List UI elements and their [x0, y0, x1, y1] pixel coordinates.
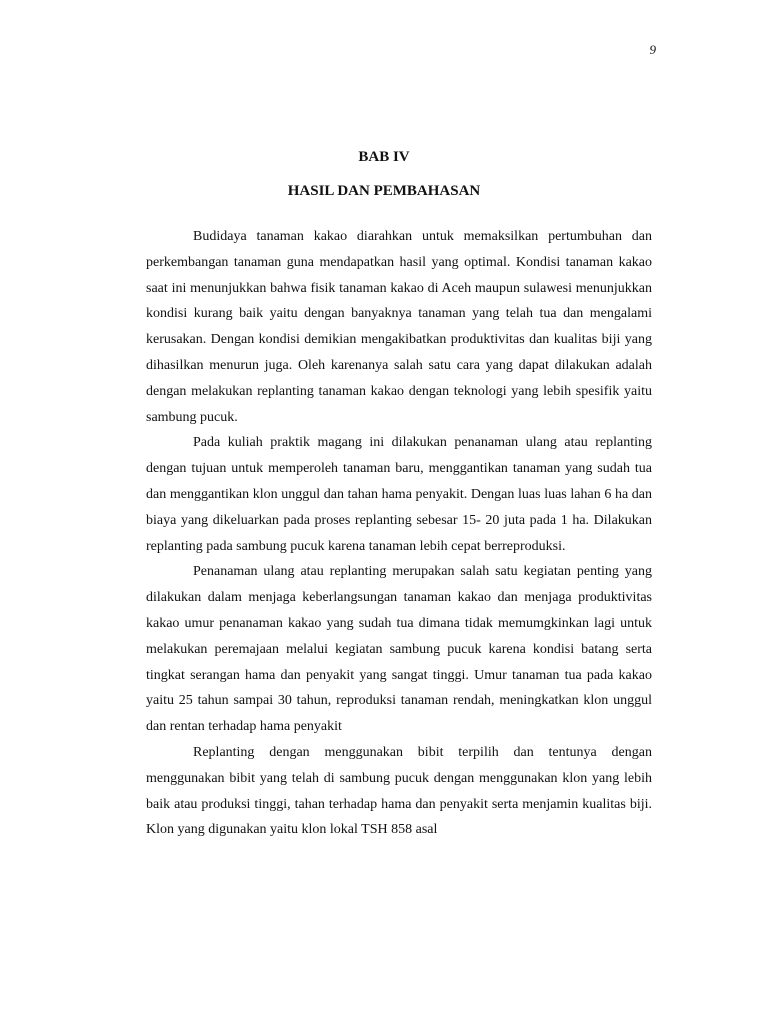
page-number: 9: [649, 42, 656, 57]
paragraph: Penanaman ulang atau replanting merupakan salah satu kegiatan penting yang dilakukan dalam menjaga keberlangsungan tanaman kakao dan menjaga produktivitas kakao umur penanaman kakao yang sudah tua dimana tidak memumgkinkan lagi untuk melakukan peremajaan melalui kegiatan sambung pucuk karena kondisi batang serta tingkat serangan hama dan penyakit yang sangat tinggi. Umur tanaman tua pada kakao yaitu 25 tahun sampai 30 tahun, reproduksi tanaman rendah, meningkatkan klon unggul dan rentan terhadap hama penyakit: [146, 564, 652, 735]
body-text: [146, 224, 652, 843]
paragraph: Replanting dengan menggunakan bibit terpilih dan tentunya dengan menggunakan bibit yang telah di sambung pucuk dengan menggunakan klon yang lebih baik atau produksi tinggi, tahan terhadap hama dan penyakit serta menjamin kualitas biji. Klon yang digunakan yaitu klon lokal TSH 858 asal: [146, 744, 652, 838]
chapter-heading: [0, 140, 768, 208]
chapter-title: HASIL DAN PEMBAHASAN: [287, 183, 481, 199]
paragraph: Budidaya tanaman kakao diarahkan untuk memaksilkan pertumbuhan dan perkembangan tanaman guna mendapatkan hasil yang optimal. Kondisi tanaman kakao saat ini menunjukkan bahwa fisik tanaman kakao di Aceh maupun sulawesi menunjukkan kondisi kurang baik yaitu dengan banyaknya tanaman yang telah tua dan mengalami kerusakan. Dengan kondisi demikian mengakibatkan produktivitas dan kualitas biji yang dihasilkan menurun juga. Oleh karenanya salah satu cara yang dapat dilakukan adalah dengan melakukan replanting tanaman kakao dengan teknologi yang lebih spesifik yaitu sambung pucuk.: [146, 229, 652, 425]
paragraph: Pada kuliah praktik magang ini dilakukan penanaman ulang atau replanting dengan tujuan untuk memperoleh tanaman baru, menggantikan tanaman yang sudah tua dan menggantikan klon unggul dan tahan hama penyakit. Dengan luas luas lahan 6 ha dan biaya yang dikeluarkan pada proses replanting sebesar 15- 20 juta pada 1 ha. Dilakukan replanting pada sambung pucuk karena tanaman lebih cepat berreproduksi.: [146, 435, 652, 554]
chapter-number: BAB IV: [358, 149, 410, 165]
